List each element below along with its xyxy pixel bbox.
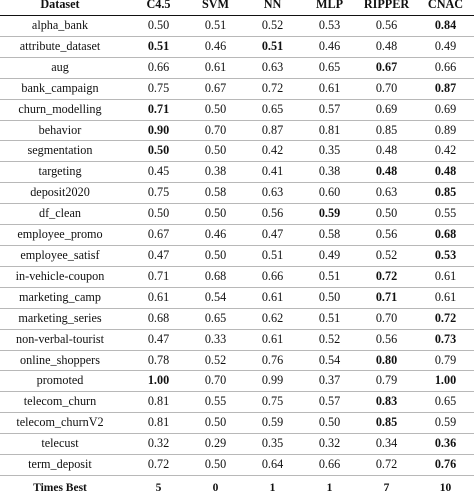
score-cell: 0.53	[301, 16, 358, 37]
table-row	[0, 99, 474, 120]
score-cell: 0.68	[187, 266, 244, 287]
score-cell: 0.54	[187, 287, 244, 308]
score-cell: 0.90	[130, 120, 187, 141]
score-cell: 0.75	[244, 392, 301, 413]
table-row	[0, 329, 474, 350]
score-cell: 0.48	[415, 162, 474, 183]
table-row	[0, 308, 474, 329]
score-cell: 0.71	[358, 287, 415, 308]
score-cell: 0.58	[187, 183, 244, 204]
score-cell: 0.61	[244, 287, 301, 308]
score-cell: 0.41	[244, 162, 301, 183]
score-cell: 0.45	[130, 162, 187, 183]
score-cell: 0.89	[415, 120, 474, 141]
table-row	[0, 204, 474, 225]
table-row	[0, 120, 474, 141]
score-cell: 0.50	[301, 287, 358, 308]
score-cell: 0.99	[244, 371, 301, 392]
score-cell: 0.59	[415, 413, 474, 434]
score-cell: 0.63	[244, 183, 301, 204]
score-cell: 0.48	[358, 36, 415, 57]
score-cell: 0.29	[187, 434, 244, 455]
score-cell: 0.46	[301, 36, 358, 57]
table-row	[0, 183, 474, 204]
score-cell: 0.61	[130, 287, 187, 308]
score-cell: 0.38	[187, 162, 244, 183]
score-cell: 0.67	[187, 78, 244, 99]
score-cell: 0.66	[130, 57, 187, 78]
score-cell: 0.50	[301, 413, 358, 434]
score-cell: 0.70	[358, 308, 415, 329]
score-cell: 0.58	[301, 225, 358, 246]
score-cell: 0.62	[244, 308, 301, 329]
score-cell: 0.69	[415, 99, 474, 120]
dataset-name-cell: promoted	[0, 371, 130, 392]
table-row	[0, 245, 474, 266]
dataset-name-cell: bank_campaign	[0, 78, 130, 99]
score-cell: 0.56	[358, 16, 415, 37]
score-cell: 0.48	[358, 162, 415, 183]
score-cell: 0.38	[301, 162, 358, 183]
times-best-svm: 0	[187, 475, 244, 500]
score-cell: 0.56	[358, 329, 415, 350]
score-cell: 0.63	[358, 183, 415, 204]
times-best-c45: 5	[130, 475, 187, 500]
score-cell: 0.47	[244, 225, 301, 246]
score-cell: 0.72	[130, 455, 187, 476]
score-cell: 0.85	[358, 413, 415, 434]
score-cell: 0.50	[358, 204, 415, 225]
score-cell: 0.72	[358, 455, 415, 476]
dataset-name-cell: behavior	[0, 120, 130, 141]
score-cell: 0.79	[358, 371, 415, 392]
score-cell: 0.37	[301, 371, 358, 392]
score-cell: 0.76	[244, 350, 301, 371]
header-row	[0, 0, 474, 16]
score-cell: 0.33	[187, 329, 244, 350]
score-cell: 0.70	[187, 120, 244, 141]
dataset-name-cell: attribute_dataset	[0, 36, 130, 57]
table-row	[0, 350, 474, 371]
score-cell: 0.65	[244, 99, 301, 120]
score-cell: 0.53	[415, 245, 474, 266]
times-best-nn: 1	[244, 475, 301, 500]
score-cell: 0.34	[358, 434, 415, 455]
score-cell: 0.55	[187, 392, 244, 413]
header-nn: NN	[244, 0, 301, 16]
score-cell: 0.79	[415, 350, 474, 371]
score-cell: 0.50	[187, 99, 244, 120]
score-cell: 0.48	[358, 141, 415, 162]
score-cell: 0.85	[358, 120, 415, 141]
dataset-name-cell: telecust	[0, 434, 130, 455]
times-best-label: Times Best	[0, 475, 130, 500]
score-cell: 0.75	[130, 78, 187, 99]
score-cell: 0.81	[130, 392, 187, 413]
header-mlp: MLP	[301, 0, 358, 16]
score-cell: 0.42	[244, 141, 301, 162]
score-cell: 0.49	[415, 36, 474, 57]
table-row	[0, 162, 474, 183]
score-cell: 0.65	[415, 392, 474, 413]
score-cell: 0.59	[301, 204, 358, 225]
table-body	[0, 16, 474, 476]
score-cell: 0.56	[358, 225, 415, 246]
score-cell: 0.72	[244, 78, 301, 99]
score-cell: 0.32	[130, 434, 187, 455]
score-cell: 0.50	[187, 245, 244, 266]
dataset-name-cell: targeting	[0, 162, 130, 183]
score-cell: 0.50	[130, 141, 187, 162]
header-ripper: RIPPER	[358, 0, 415, 16]
score-cell: 0.61	[244, 329, 301, 350]
score-cell: 0.80	[358, 350, 415, 371]
dataset-name-cell: employee_satisf	[0, 245, 130, 266]
score-cell: 0.42	[415, 141, 474, 162]
score-cell: 0.85	[415, 183, 474, 204]
score-cell: 0.76	[415, 455, 474, 476]
score-cell: 0.63	[244, 57, 301, 78]
dataset-name-cell: employee_promo	[0, 225, 130, 246]
score-cell: 0.72	[415, 308, 474, 329]
score-cell: 0.65	[301, 57, 358, 78]
table-row	[0, 16, 474, 37]
dataset-name-cell: churn_modelling	[0, 99, 130, 120]
score-cell: 0.51	[301, 266, 358, 287]
score-cell: 0.87	[415, 78, 474, 99]
score-cell: 0.61	[301, 78, 358, 99]
dataset-name-cell: in-vehicle-coupon	[0, 266, 130, 287]
score-cell: 0.73	[415, 329, 474, 350]
times-best-mlp: 1	[301, 475, 358, 500]
dataset-name-cell: term_deposit	[0, 455, 130, 476]
table-row	[0, 434, 474, 455]
times-best-row	[0, 475, 474, 500]
score-cell: 0.46	[187, 225, 244, 246]
score-cell: 0.52	[244, 16, 301, 37]
score-cell: 0.59	[244, 413, 301, 434]
times-best-ripper: 7	[358, 475, 415, 500]
table-row	[0, 141, 474, 162]
score-cell: 0.49	[301, 245, 358, 266]
score-cell: 0.54	[301, 350, 358, 371]
header-cnac: CNAC	[415, 0, 474, 16]
score-cell: 0.50	[130, 204, 187, 225]
score-cell: 0.50	[187, 204, 244, 225]
table-row	[0, 287, 474, 308]
table-row	[0, 455, 474, 476]
dataset-name-cell: aug	[0, 57, 130, 78]
score-cell: 0.81	[301, 120, 358, 141]
table-row	[0, 57, 474, 78]
score-cell: 0.51	[244, 36, 301, 57]
score-cell: 0.66	[244, 266, 301, 287]
score-cell: 0.72	[358, 266, 415, 287]
score-cell: 0.47	[130, 245, 187, 266]
table-row	[0, 371, 474, 392]
score-cell: 0.50	[187, 141, 244, 162]
score-cell: 0.52	[187, 350, 244, 371]
score-cell: 0.67	[358, 57, 415, 78]
score-cell: 0.52	[301, 329, 358, 350]
score-cell: 0.57	[301, 392, 358, 413]
score-cell: 0.57	[301, 99, 358, 120]
table-row	[0, 266, 474, 287]
table-row	[0, 225, 474, 246]
dataset-name-cell: alpha_bank	[0, 16, 130, 37]
score-cell: 0.51	[301, 308, 358, 329]
score-cell: 0.69	[358, 99, 415, 120]
score-cell: 0.52	[358, 245, 415, 266]
score-cell: 0.36	[415, 434, 474, 455]
dataset-name-cell: segmentation	[0, 141, 130, 162]
dataset-name-cell: telecom_churnV2	[0, 413, 130, 434]
score-cell: 0.32	[301, 434, 358, 455]
score-cell: 0.75	[130, 183, 187, 204]
score-cell: 0.87	[244, 120, 301, 141]
score-cell: 1.00	[415, 371, 474, 392]
dataset-name-cell: marketing_camp	[0, 287, 130, 308]
score-cell: 0.84	[415, 16, 474, 37]
score-cell: 0.51	[187, 16, 244, 37]
score-cell: 0.64	[244, 455, 301, 476]
score-cell: 0.68	[415, 225, 474, 246]
score-cell: 0.61	[415, 266, 474, 287]
header-dataset: Dataset	[0, 0, 130, 16]
score-cell: 1.00	[130, 371, 187, 392]
header-svm: SVM	[187, 0, 244, 16]
dataset-name-cell: marketing_series	[0, 308, 130, 329]
score-cell: 0.83	[358, 392, 415, 413]
score-cell: 0.68	[130, 308, 187, 329]
score-cell: 0.50	[187, 455, 244, 476]
dataset-name-cell: deposit2020	[0, 183, 130, 204]
table-row	[0, 78, 474, 99]
score-cell: 0.51	[244, 245, 301, 266]
score-cell: 0.65	[187, 308, 244, 329]
score-cell: 0.50	[187, 413, 244, 434]
score-cell: 0.71	[130, 99, 187, 120]
score-cell: 0.71	[130, 266, 187, 287]
score-cell: 0.47	[130, 329, 187, 350]
dataset-name-cell: online_shoppers	[0, 350, 130, 371]
score-cell: 0.70	[187, 371, 244, 392]
dataset-name-cell: telecom_churn	[0, 392, 130, 413]
score-cell: 0.61	[415, 287, 474, 308]
dataset-name-cell: non-verbal-tourist	[0, 329, 130, 350]
table-row	[0, 36, 474, 57]
times-best-cnac: 10	[415, 475, 474, 500]
score-cell: 0.50	[130, 16, 187, 37]
header-c45: C4.5	[130, 0, 187, 16]
score-cell: 0.46	[187, 36, 244, 57]
score-cell: 0.56	[244, 204, 301, 225]
score-cell: 0.78	[130, 350, 187, 371]
score-cell: 0.55	[415, 204, 474, 225]
score-cell: 0.66	[415, 57, 474, 78]
score-cell: 0.67	[130, 225, 187, 246]
score-cell: 0.70	[358, 78, 415, 99]
score-cell: 0.66	[301, 455, 358, 476]
score-cell: 0.35	[244, 434, 301, 455]
score-cell: 0.35	[301, 141, 358, 162]
dataset-name-cell: df_clean	[0, 204, 130, 225]
score-cell: 0.60	[301, 183, 358, 204]
score-cell: 0.81	[130, 413, 187, 434]
score-cell: 0.51	[130, 36, 187, 57]
table-row	[0, 392, 474, 413]
table-row	[0, 413, 474, 434]
score-cell: 0.61	[187, 57, 244, 78]
